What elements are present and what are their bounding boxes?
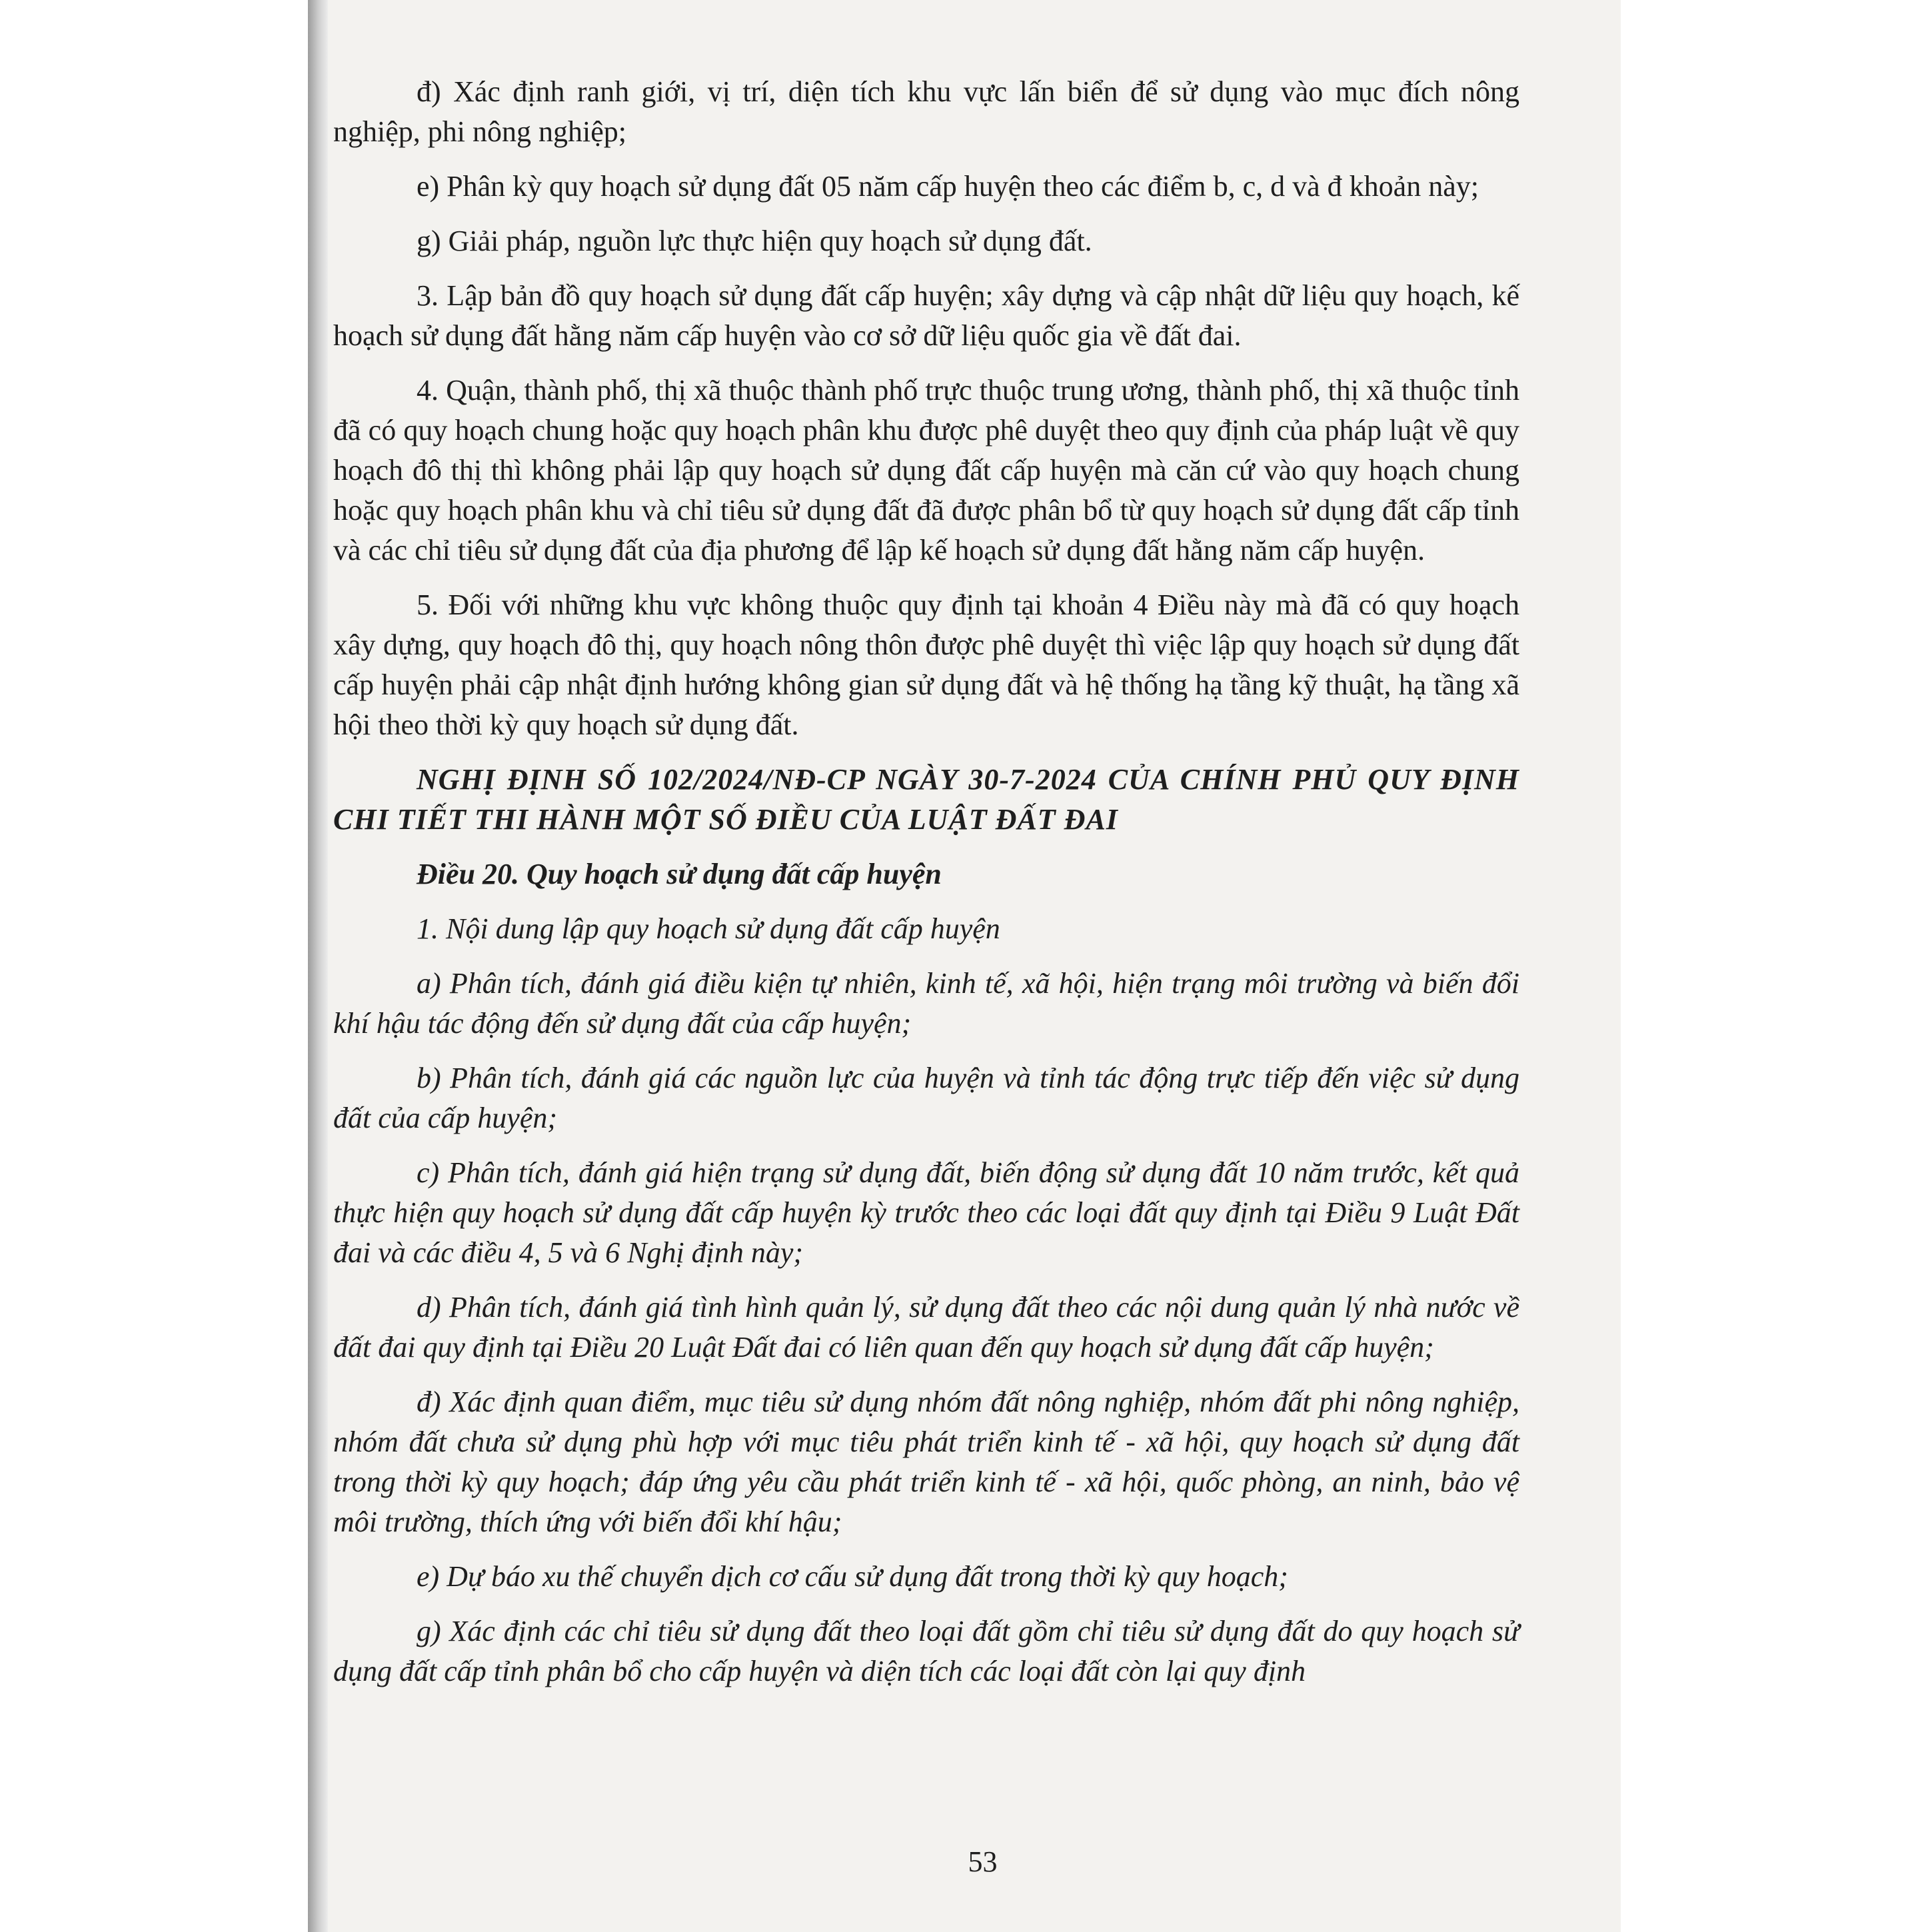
paragraph-clause-4: 4. Quận, thành phố, thị xã thuộc thành phố trực thuộc trung ương, thành phố, thị xã thuộc tỉnh đã có quy hoạch chung hoặc quy hoạch phân khu được phê duyệt theo quy định của pháp luật về quy hoạch đô thị thì không phải lập quy hoạch sử dụng đất cấp huyện mà căn cứ vào quy hoạch chung hoặc quy hoạch phân khu và chỉ tiêu sử dụng đất đã được phân bổ từ quy hoạch sử dụng đất cấp tỉnh và các chỉ tiêu sử dụng đất của địa phương để lập kế hoạch sử dụng đất hằng năm cấp huyện. bbox=[333, 374, 1519, 566]
page-number: 53 bbox=[968, 1845, 998, 1878]
decree-heading: NGHỊ ĐỊNH SỐ 102/2024/NĐ-CP NGÀY 30-7-2024 CỦA CHÍNH PHỦ QUY ĐỊNH CHI TIẾT THI HÀNH MỘT SỐ ĐIỀU CỦA LUẬT ĐẤT ĐAI bbox=[333, 763, 1519, 836]
paragraph-point-b: b) Phân tích, đánh giá các nguồn lực của huyện và tỉnh tác động trực tiếp đến việc sử dụng đất của cấp huyện; bbox=[333, 1062, 1519, 1134]
binding-background bbox=[0, 0, 308, 1932]
paragraph-point-c: c) Phân tích, đánh giá hiện trạng sử dụng đất, biến động sử dụng đất 10 năm trước, kết quả thực hiện quy hoạch sử dụng đất cấp huyện kỳ trước theo các loại đất quy định tại Điều 9 Luật Đất đai và các điều 4, 5 và 6 Nghị định này; bbox=[333, 1156, 1519, 1269]
article-title: Điều 20. Quy hoạch sử dụng đất cấp huyện bbox=[417, 858, 942, 890]
paragraph-point-a: a) Phân tích, đánh giá điều kiện tự nhiên, kinh tế, xã hội, hiện trạng môi trường và biến đổi khí hậu tác động đến sử dụng đất của cấp huyện; bbox=[333, 967, 1519, 1040]
paragraph-clause-3: 3. Lập bản đồ quy hoạch sử dụng đất cấp huyện; xây dựng và cập nhật dữ liệu quy hoạch, kế hoạch sử dụng đất hằng năm cấp huyện vào cơ sở dữ liệu quốc gia về đất đai. bbox=[333, 279, 1519, 352]
paragraph-point-dd: đ) Xác định ranh giới, vị trí, diện tích khu vực lấn biển để sử dụng vào mục đích nông nghiệp, phi nông nghiệp; bbox=[333, 75, 1519, 148]
page-gutter-shadow bbox=[308, 0, 328, 1932]
paragraph-point-dd-decree: đ) Xác định quan điểm, mục tiêu sử dụng nhóm đất nông nghiệp, nhóm đất phi nông nghiệp, nhóm đất chưa sử dụng phù hợp với mục tiêu phát triển kinh tế - xã hội, quy hoạch sử dụng đất trong thời kỳ quy hoạch; đáp ứng yêu cầu phát triển kinh tế - xã hội, quốc phòng, an ninh, bảo vệ môi trường, thích ứng với biến đổi khí hậu; bbox=[333, 1386, 1519, 1538]
paragraph-point-e-decree: e) Dự báo xu thế chuyển dịch cơ cấu sử dụng đất trong thời kỳ quy hoạch; bbox=[417, 1560, 1288, 1593]
paragraph-point-d: d) Phân tích, đánh giá tình hình quản lý, sử dụng đất theo các nội dung quản lý nhà nước về đất đai quy định tại Điều 20 Luật Đất đai có liên quan đến quy hoạch sử dụng đất cấp huyện; bbox=[333, 1291, 1519, 1364]
paragraph-point-g: g) Giải pháp, nguồn lực thực hiện quy hoạch sử dụng đất. bbox=[417, 225, 1092, 257]
paragraph-clause-1: 1. Nội dung lập quy hoạch sử dụng đất cấp huyện bbox=[417, 912, 1000, 945]
paragraph-point-g-decree: g) Xác định các chỉ tiêu sử dụng đất theo loại đất gồm chỉ tiêu sử dụng đất do quy hoạch sử dụng đất cấp tỉnh phân bổ cho cấp huyện và diện tích các loại đất còn lại quy định bbox=[333, 1615, 1519, 1687]
paragraph-point-e: e) Phân kỳ quy hoạch sử dụng đất 05 năm cấp huyện theo các điểm b, c, d và đ khoản này; bbox=[417, 170, 1479, 203]
page-number-footer bbox=[0, 1843, 1932, 1881]
paragraph-clause-5: 5. Đối với những khu vực không thuộc quy định tại khoản 4 Điều này mà đã có quy hoạch xây dựng, quy hoạch đô thị, quy hoạch nông thôn được phê duyệt thì việc lập quy hoạch sử dụng đất cấp huyện phải cập nhật định hướng không gian sử dụng đất và hệ thống hạ tầng kỹ thuật, hạ tầng xã hội theo thời kỳ quy hoạch sử dụng đất. bbox=[333, 588, 1519, 741]
page-text-body bbox=[333, 72, 1519, 1706]
right-margin-background bbox=[1621, 0, 1932, 1932]
